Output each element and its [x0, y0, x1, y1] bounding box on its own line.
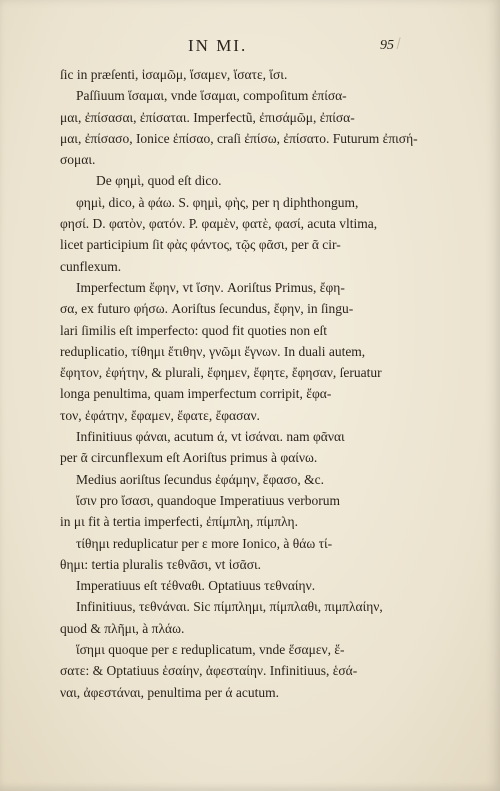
text-line: Infinitiuus, τεθνάναι. Sic πίμπλημι, πίμπλαθι, πιμπλαίην,: [76, 599, 383, 615]
page-header: [0, 36, 500, 58]
text-line: φησί. D. φατὸν, φατόν. P. φαμὲν, φατὲ, φασί, acuta vltima,: [60, 216, 378, 232]
text-line: ἵσημι quoque per ε reduplicatum, vnde ἕσαμεν, ἕ-: [76, 642, 345, 658]
text-line: μαι, ἐπίσασαι, ἐπίσαται. Imperfectũ, ἐπισάμῶμ, ἐπίσα-: [60, 109, 355, 125]
text-line: quod & πλῆμι, à πλάω.: [60, 620, 185, 636]
text-line: ἔφητον, ἐφήτην, & plurali, ἔφημεν, ἔφητε, ἔφησαν, ſeruatur: [60, 365, 382, 381]
text-line: θημι: tertia pluralis τεθνᾶσι, vt ἱσᾶσι.: [60, 556, 262, 572]
text-line: Medius aoriſtus ſecundus ἐφάμην, ἔφασο, &c.: [76, 471, 324, 487]
text-line: Imperfectum ἔφην, vt ἵσην. Aoriſtus Primus, ἔφη-: [76, 279, 345, 295]
text-line: μαι, ἐπίσασο, Ionice ἐπίσαο, craſi ἐπίσω, ἐπίσατο. Futurum ἐπισή-: [60, 130, 418, 146]
text-block: [60, 64, 428, 703]
page-number: 95: [380, 38, 394, 53]
text-line: longa penultima, quam imperfectum corripit, ἔφα-: [60, 386, 332, 402]
text-line: cunflexum.: [60, 258, 122, 274]
running-head: IN MI.: [188, 36, 248, 55]
section-heading: De φημὶ, quod eſt dico.: [96, 173, 222, 189]
text-line: ſic in præſenti, ἱσαμῶμ, ἵσαμεν, ἵσατε, ἵσι.: [60, 67, 288, 82]
text-line: per ᾶ circunflexum eſt Aoriſtus primus à φαίνω.: [60, 450, 318, 466]
text-line: Infinitiuus φάναι, acutum ά, vt ἱσάναι. nam φᾶναι: [76, 429, 345, 445]
text-line: Paſſiuum ἵσαμαι, vnde ἵσαμαι, compoſitum ἐπίσα-: [76, 88, 347, 104]
text-line: ναι, ἀφεστάναι, penultima per ά acutum.: [60, 684, 279, 700]
text-line: reduplicatio, τίθημι ἔτιθην, γνῶμι ἔγνων. In duali autem,: [60, 343, 366, 359]
text-line: σα, ex futuro φήσω. Aoriſtus ſecundus, ἔφην, in ſingu-: [60, 301, 354, 317]
text-line: licet participium ſit φὰς φάντος, τῷς φᾶσι, per ᾶ cir-: [60, 237, 341, 253]
text-line: σατε: & Optatiuus ἑσαίην, ἀφεσταίην. Infinitiuus, ἑσά-: [60, 663, 358, 679]
text-line: Imperatiuus eſt τέθναθι. Optatiuus τεθναίην.: [76, 578, 316, 594]
text-line: φημὶ, dico, à φάω. S. φημὶ, φὴς, per η diphthongum,: [76, 194, 359, 210]
text-line: ἴσιν pro ἴσασι, quandoque Imperatiuus verborum: [76, 492, 340, 508]
text-line: σομαι.: [60, 152, 96, 168]
text-line: τίθημι reduplicatur per ε more Ionico, à θάω τί-: [76, 535, 333, 551]
text-line: τον, ἐφάτην, ἔφαμεν, ἔφατε, ἔφασαν.: [60, 407, 260, 423]
text-line: in μι fit à tertia imperfecti, ἐπίμπλη, πίμπλη.: [60, 514, 298, 530]
text-line: lari ſimilis eſt imperfecto: quod fit quoties non eſt: [60, 322, 327, 338]
